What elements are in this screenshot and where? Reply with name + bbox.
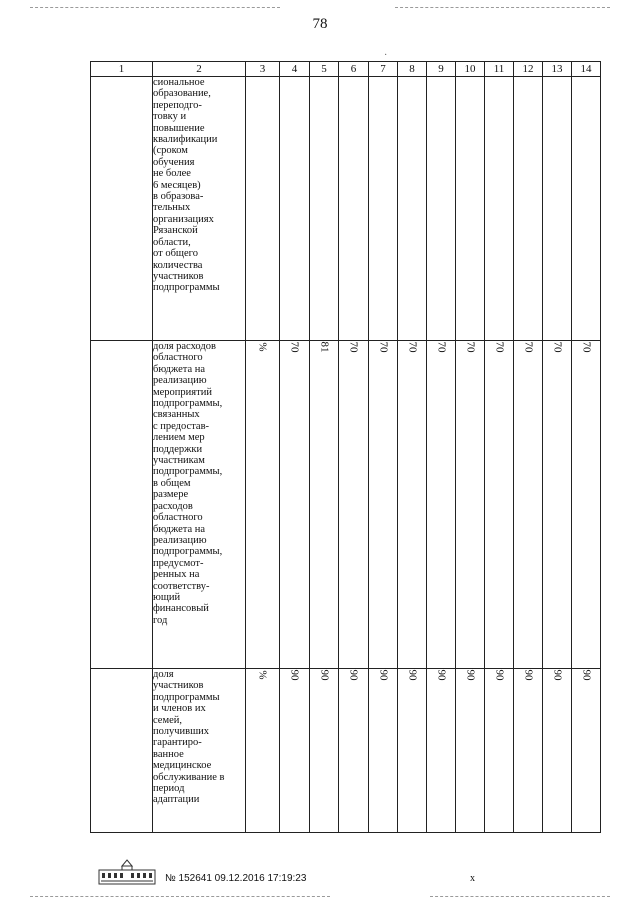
indicator-name-line: период xyxy=(153,783,185,795)
emblem-stamp-icon xyxy=(98,858,156,886)
year-value-cell xyxy=(369,77,398,341)
year-value: 81 xyxy=(318,341,330,353)
indicator-name-line: участникам xyxy=(153,455,205,467)
indicator-name-line: мероприятий xyxy=(153,386,212,398)
indicator-name-line: доля xyxy=(153,669,174,680)
indicator-name-line: ренных на xyxy=(153,569,200,581)
indicator-name-line: размере xyxy=(153,489,189,501)
indicator-name-line: связанных xyxy=(153,409,200,421)
year-value: 90 xyxy=(551,669,563,681)
year-value-cell xyxy=(280,669,310,833)
indicator-name-line: обслуживание в xyxy=(153,771,225,783)
year-value-cell xyxy=(339,669,369,833)
column-header: 9 xyxy=(427,62,456,77)
document-number: № 152641 xyxy=(165,873,212,884)
year-value: 70 xyxy=(406,341,418,353)
indicator-name-line: переподго- xyxy=(153,99,202,111)
table-row xyxy=(91,77,601,341)
indicator-name-line: в образова- xyxy=(153,191,204,203)
year-value-cell xyxy=(543,341,572,669)
year-value-cell xyxy=(543,77,572,341)
year-value: 70 xyxy=(435,341,447,353)
year-value-cell xyxy=(485,669,514,833)
indicator-name-line: тельных xyxy=(153,202,191,214)
row-group-cell xyxy=(91,669,153,833)
indicator-name-line: медицинское xyxy=(153,760,212,772)
indicator-name-line: подпрограммы, xyxy=(153,466,223,478)
year-value-cell xyxy=(310,77,339,341)
year-value-cell xyxy=(514,341,543,669)
year-value-cell xyxy=(280,341,310,669)
indicator-name-line: подпрограммы xyxy=(153,691,220,703)
year-value: 70 xyxy=(493,341,505,353)
year-value-cell xyxy=(339,77,369,341)
year-value-cell xyxy=(427,77,456,341)
indicator-name-line: и членов их xyxy=(153,703,206,715)
year-value-cell xyxy=(543,669,572,833)
column-header: 4 xyxy=(280,62,310,77)
column-header: 11 xyxy=(485,62,514,77)
column-number-row xyxy=(91,62,601,77)
indicator-table xyxy=(90,61,601,833)
year-value-cell xyxy=(398,341,427,669)
indicator-name-line: получивших xyxy=(153,726,210,738)
row-group-cell xyxy=(91,341,153,669)
year-value-cell xyxy=(572,77,601,341)
column-header: 1 xyxy=(91,62,153,77)
indicator-name-line: в общем xyxy=(153,477,191,489)
indicator-name xyxy=(153,77,246,341)
year-value: 90 xyxy=(580,669,592,681)
indicator-name-line: не более xyxy=(153,168,191,180)
indicator-name-line: расходов xyxy=(153,500,193,512)
indicator-name-line: лением мер xyxy=(153,432,205,444)
year-value-cell xyxy=(456,77,485,341)
indicator-name-line: подпрограммы, xyxy=(153,398,223,410)
unit-cell xyxy=(246,77,280,341)
year-value: 90 xyxy=(464,669,476,681)
document-datetime: 09.12.2016 17:19:23 xyxy=(214,873,307,884)
year-value: 70 xyxy=(522,341,534,353)
indicator-name-line: доля расходов xyxy=(153,341,216,352)
indicator-name-line: бюджета на xyxy=(153,363,206,375)
document-footer xyxy=(165,873,306,884)
year-value: 90 xyxy=(493,669,505,681)
year-value-cell xyxy=(310,669,339,833)
year-value: 70 xyxy=(347,341,360,353)
year-value: 90 xyxy=(318,669,330,681)
indicator-name-line: участников xyxy=(153,270,204,282)
unit-value: % xyxy=(256,342,269,352)
year-value-cell xyxy=(427,341,456,669)
scan-edge-dash xyxy=(395,7,610,8)
year-value-cell xyxy=(339,341,369,669)
indicator-name-line: ванное xyxy=(153,748,184,760)
indicator-name-line: бюджета на xyxy=(153,523,206,535)
year-value-cell xyxy=(514,77,543,341)
indicator-name-line: товку и xyxy=(153,111,187,123)
year-value-cell xyxy=(310,341,339,669)
year-value-cell xyxy=(369,341,398,669)
footer-mark: x xyxy=(470,873,475,884)
scan-edge-dash xyxy=(30,896,330,897)
year-value: 70 xyxy=(580,341,592,353)
year-value: 70 xyxy=(464,341,476,353)
table-row xyxy=(91,669,601,833)
column-header: 6 xyxy=(339,62,369,77)
year-value: 90 xyxy=(522,669,534,681)
year-value: 90 xyxy=(347,669,360,681)
year-value: 70 xyxy=(288,341,301,353)
year-value: 90 xyxy=(406,669,418,681)
year-value-cell xyxy=(280,77,310,341)
indicator-name-line: с предостав- xyxy=(153,420,210,432)
column-header: 13 xyxy=(543,62,572,77)
year-value-cell xyxy=(427,669,456,833)
indicator-name xyxy=(153,669,246,833)
unit-cell xyxy=(246,341,280,669)
indicator-name-line: области, xyxy=(153,236,191,248)
indicator-name-line: финансовый xyxy=(153,603,209,615)
column-header: 10 xyxy=(456,62,485,77)
indicator-name-line: реализацию xyxy=(153,375,207,387)
indicator-name-line: сиональное xyxy=(153,77,205,88)
indicator-name-line: организациях xyxy=(153,213,214,225)
scan-edge-dash xyxy=(430,896,610,897)
column-header: 7 xyxy=(369,62,398,77)
indicator-name-line: соответству- xyxy=(153,580,210,592)
year-value-cell xyxy=(572,669,601,833)
column-header: 5 xyxy=(310,62,339,77)
indicator-name-line: повышение xyxy=(153,122,205,134)
indicator-name xyxy=(153,341,246,669)
unit-cell xyxy=(246,669,280,833)
year-value-cell xyxy=(456,669,485,833)
indicator-name-line: ющий xyxy=(153,591,181,603)
column-header: 14 xyxy=(572,62,601,77)
indicator-name-line: количества xyxy=(153,259,203,271)
indicator-name-line: (сроком xyxy=(153,145,188,157)
page-number: 78 xyxy=(312,16,328,32)
column-header: 12 xyxy=(514,62,543,77)
indicator-name-line: от общего xyxy=(153,248,198,260)
indicator-name-line: адаптации xyxy=(153,794,200,806)
year-value: 90 xyxy=(288,669,301,681)
indicator-name-line: реализацию xyxy=(153,534,207,546)
indicator-name-line: образование, xyxy=(153,88,211,100)
year-value: 90 xyxy=(435,669,447,681)
indicator-name-line: предусмот- xyxy=(153,557,204,569)
indicator-name-line: подпрограммы, xyxy=(153,546,223,558)
indicator-name-line: обучения xyxy=(153,156,195,168)
year-value-cell xyxy=(456,341,485,669)
unit-value: % xyxy=(256,670,269,680)
year-value: 70 xyxy=(377,341,389,353)
year-value-cell xyxy=(572,341,601,669)
indicator-name-line: участников xyxy=(153,680,204,692)
indicator-name-line: год xyxy=(153,614,168,626)
indicator-name-line: квалификации xyxy=(153,134,218,146)
indicator-name-line: Рязанской xyxy=(153,225,198,237)
table-row xyxy=(91,341,601,669)
indicator-name-line: областного xyxy=(153,512,203,524)
indicator-name-line: семей, xyxy=(153,714,182,726)
year-value: 90 xyxy=(377,669,389,681)
indicator-name-line: гарантиро- xyxy=(153,737,202,749)
indicator-name-line: 6 месяцев) xyxy=(153,179,201,191)
year-value-cell xyxy=(514,669,543,833)
year-value-cell xyxy=(398,669,427,833)
year-value-cell xyxy=(485,341,514,669)
column-header: 8 xyxy=(398,62,427,77)
scan-dot: · xyxy=(384,50,388,61)
column-header: 2 xyxy=(153,62,246,77)
year-value: 70 xyxy=(551,341,563,353)
column-header: 3 xyxy=(246,62,280,77)
year-value-cell xyxy=(485,77,514,341)
indicator-name-line: подпрограммы xyxy=(153,282,220,294)
year-value-cell xyxy=(398,77,427,341)
scan-edge-dash xyxy=(30,7,280,8)
indicator-name-line: областного xyxy=(153,352,203,364)
year-value-cell xyxy=(369,669,398,833)
row-group-cell xyxy=(91,77,153,341)
indicator-name-line: поддержки xyxy=(153,443,203,455)
